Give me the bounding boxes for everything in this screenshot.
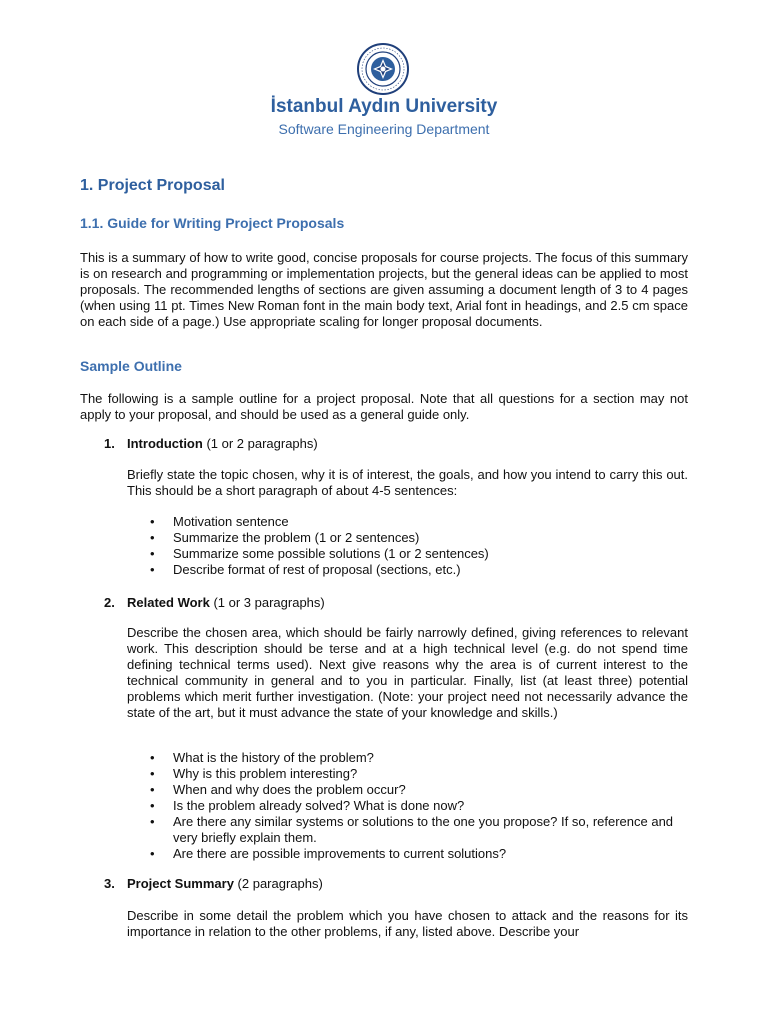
item-length: (1 or 2 paragraphs): [202, 436, 318, 451]
list-item: • Describe format of rest of proposal (sections, etc.): [150, 562, 690, 578]
subsection-heading: 1.1. Guide for Writing Project Proposals: [80, 215, 345, 231]
related-work-bullet-list: [150, 750, 690, 862]
list-item: • When and why does the problem occur?: [150, 782, 690, 798]
intro-paragraph: This is a summary of how to write good, concise proposals for course projects. The focus of this summary is on research and programming or implementation projects, but the general ideas can be applied to most proposals. The recommended lengths of sections are given assuming a document length of 3 to 4 pages (when using 11 pt. Times New Roman font in the main body text, Arial font in headings, and 2.5 cm space on each side of a page.) Use appropriate scaling for longer proposal documents.: [80, 250, 688, 329]
list-item: • Motivation sentence: [150, 514, 690, 530]
list-item: • Summarize the problem (1 or 2 sentences): [150, 530, 690, 546]
item-title: Introduction: [127, 436, 203, 451]
related-work-paragraph: Describe the chosen area, which should be fairly narrowly defined, giving references to relevant work. This description should be terse and at a high technical level (e.g. do not spend time defining technical terms used). Next give reasons why the area is of current interest to the technical community in general and to you in particular. Finally, list (at least three) potential problems which merit further investigation. (Note: your project need not necessarily advance the state of the art, but it must advance the state of your knowledge and skills.): [127, 625, 688, 720]
item-length: (1 or 3 paragraphs): [209, 595, 325, 610]
list-item: • What is the history of the problem?: [150, 750, 690, 766]
department-subtitle: Software Engineering Department: [278, 121, 490, 137]
item-number: 3.: [104, 876, 115, 891]
item-length: (2 paragraphs): [233, 876, 323, 891]
introduction-paragraph: Briefly state the topic chosen, why it is of interest, the goals, and how you intend to carry this out. This should be a short paragraph of about 4-5 sentences:: [127, 467, 688, 498]
university-logo-icon: [357, 43, 409, 95]
project-summary-paragraph: Describe in some detail the problem which you have chosen to attack and the reasons for its importance in relation to the other problems, if any, listed above. Describe your: [127, 908, 688, 939]
list-item: • Why is this problem interesting?: [150, 766, 690, 782]
university-title: İstanbul Aydın University: [270, 96, 498, 117]
item-number: 2.: [104, 595, 115, 610]
list-item: • Are there are possible improvements to current solutions?: [150, 846, 690, 862]
list-item: • Is the problem already solved? What is done now?: [150, 798, 690, 814]
outline-heading: Sample Outline: [80, 358, 182, 374]
item-number: 1.: [104, 436, 115, 451]
list-item: • Summarize some possible solutions (1 or 2 sentences): [150, 546, 690, 562]
item-title: Project Summary: [127, 876, 234, 891]
introduction-bullet-list: [150, 514, 690, 578]
outline-description: The following is a sample outline for a project proposal. Note that all questions for a section may not apply to your proposal, and should be used as a general guide only.: [80, 391, 688, 422]
section-heading: 1. Project Proposal: [80, 177, 225, 194]
item-title: Related Work: [127, 595, 210, 610]
list-item: • Are there any similar systems or solutions to the one you propose? If so, reference and very briefly explain them.: [150, 814, 690, 846]
